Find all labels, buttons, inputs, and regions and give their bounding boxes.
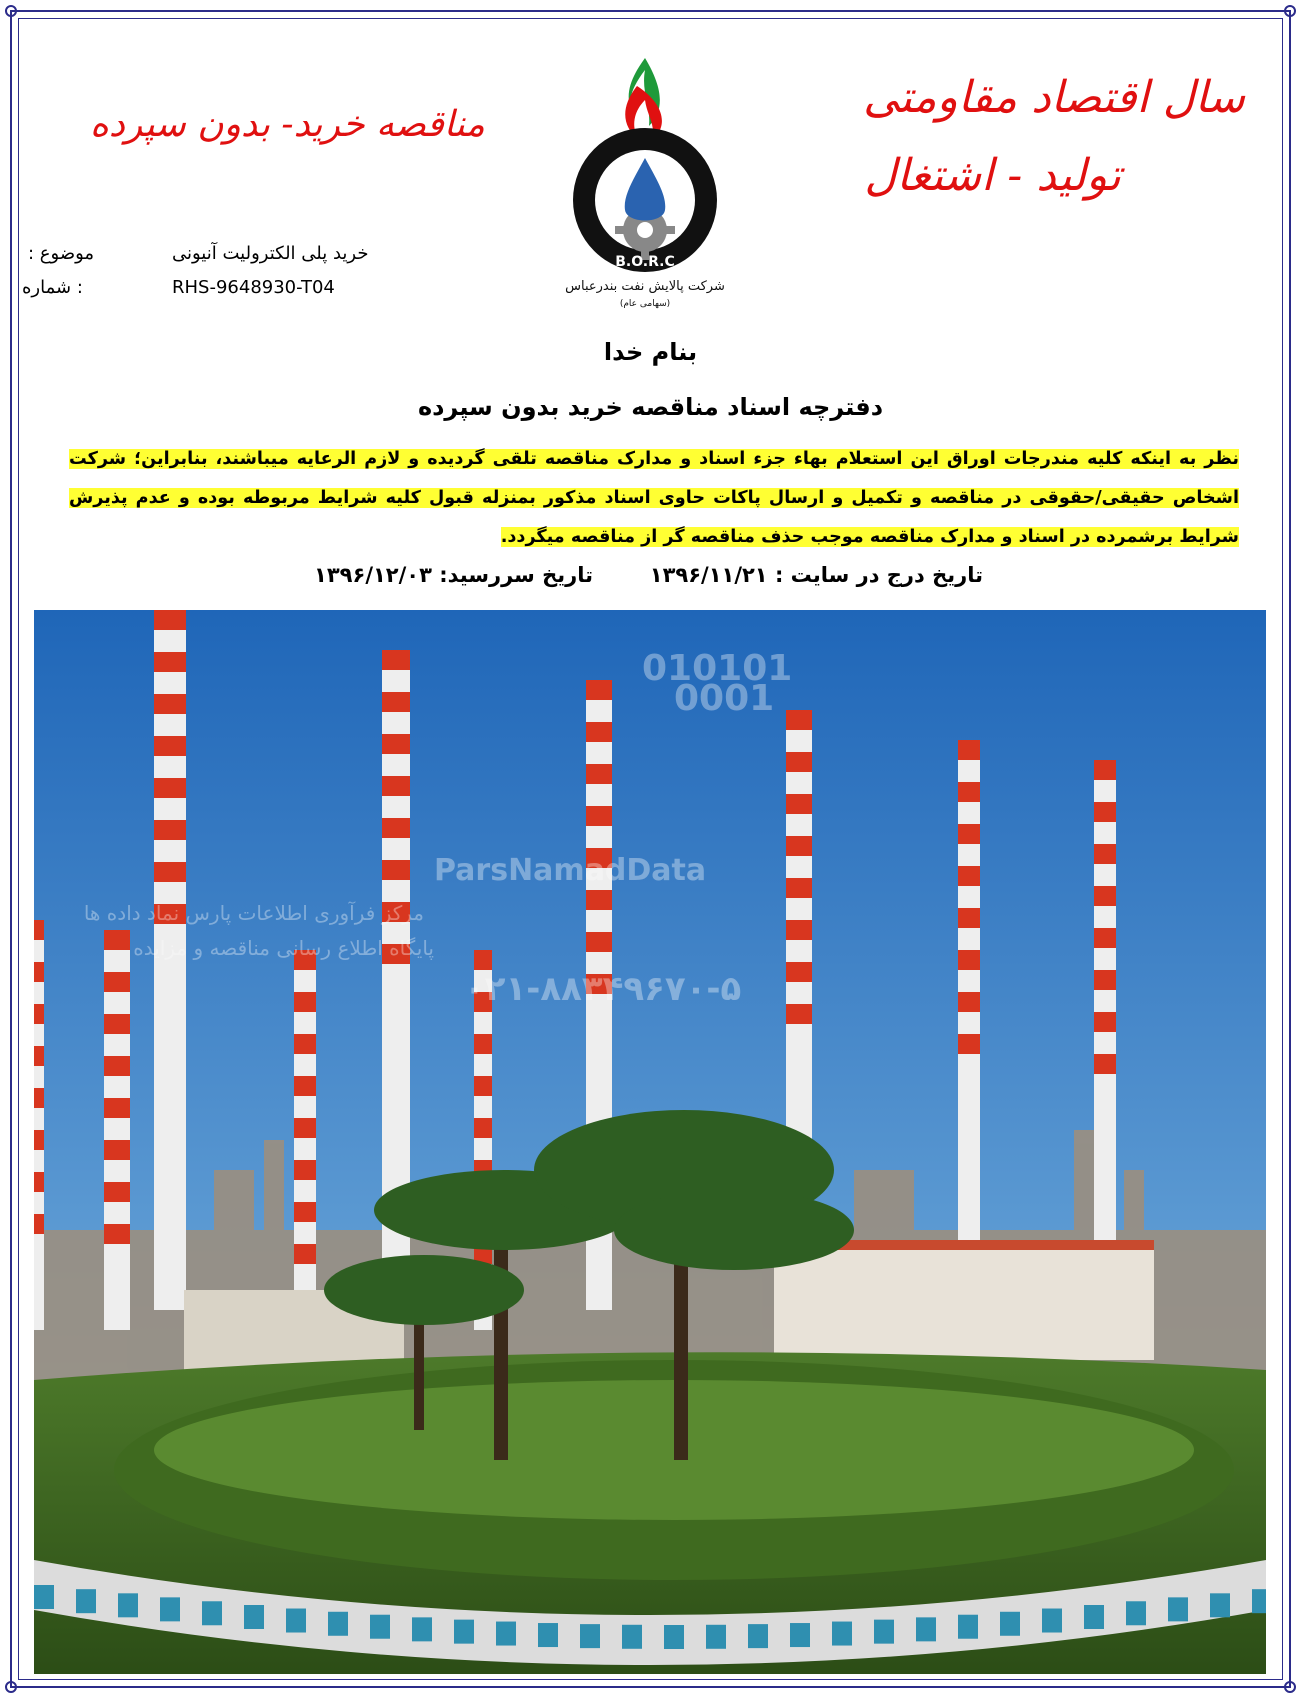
- smokestack-stripe: [294, 1160, 316, 1180]
- smokestack-stripe: [382, 776, 410, 796]
- number-label: : شماره: [22, 277, 83, 298]
- smokestack-stripe: [104, 1182, 130, 1202]
- intro-highlighted-text: نظر به اینکه کلیه مندرجات اوراق این استعلام بهاء جزء اسناد و مدارک مناقصه تلقی گردیده و لازم الرعایه میباشند، بنابراین؛ شرکت اشخاص حقیقی/حقوقی در مناقصه و تکمیل و ارسال پاکات حاوی اسناد مذکور بمنزله قبول کلیه شرایط مربوطه بوده و عدم پذیرش شرایط برشمرده در اسناد و مدارک مناقصه موجب حذف مناقصه گر از مناقصه میگردد.: [69, 449, 1239, 547]
- curb-stripe: [412, 1617, 432, 1641]
- slogan-production: تولید - اشتغال: [864, 150, 1121, 201]
- curb-stripe: [1000, 1612, 1020, 1636]
- smokestack-stripe: [294, 1202, 316, 1222]
- smokestack-stripe: [958, 950, 980, 970]
- smokestack-stripe: [104, 1098, 130, 1118]
- tender-type-heading: مناقصه خرید- بدون سپرده: [90, 104, 485, 145]
- curb-stripe: [874, 1620, 894, 1644]
- curb-stripe: [496, 1622, 516, 1646]
- watermark-line1: مرکز فرآوری اطلاعات پارس نماد داده ها: [83, 901, 424, 925]
- curb-stripe: [1210, 1593, 1230, 1617]
- smokestack-stripe: [1094, 844, 1116, 864]
- curb-stripe: [1084, 1605, 1104, 1629]
- smokestack-stripe: [154, 862, 186, 882]
- curb-stripe: [160, 1597, 180, 1621]
- smokestack: [1094, 760, 1116, 1310]
- smokestack-stripe: [294, 992, 316, 1012]
- curb-stripe: [664, 1625, 684, 1649]
- smokestack-stripe: [586, 722, 612, 742]
- smokestack-stripe: [294, 1118, 316, 1138]
- smokestack-stripe: [104, 1140, 130, 1160]
- smokestack-stripe: [474, 1034, 492, 1054]
- smokestack-stripe: [1094, 886, 1116, 906]
- curb-stripe: [1126, 1601, 1146, 1625]
- logo-company-type: (سهامی عام): [619, 299, 671, 309]
- curb-stripe: [202, 1601, 222, 1625]
- curb-stripe: [1252, 1589, 1266, 1613]
- curb-stripe: [580, 1624, 600, 1648]
- smokestack: [154, 610, 186, 1310]
- watermark-brand: ParsNamadData: [434, 853, 707, 888]
- smokestack-stripe: [786, 962, 812, 982]
- smokestack-stripe: [382, 650, 410, 670]
- curb-stripe: [370, 1615, 390, 1639]
- logo-company-name: شرکت پالایش نفت بندرعباس: [565, 279, 725, 294]
- curb-stripe: [748, 1624, 768, 1648]
- smokestack-stripe: [382, 734, 410, 754]
- curb-stripe: [538, 1623, 558, 1647]
- smokestack-stripe: [294, 1244, 316, 1264]
- smokestack-stripe: [104, 972, 130, 992]
- curb-stripe: [328, 1612, 348, 1636]
- curb-stripe: [1042, 1609, 1062, 1633]
- smokestack-stripe: [474, 1118, 492, 1138]
- document-title: دفترچه اسناد مناقصه خرید بدون سپرده: [417, 393, 884, 421]
- smokestack-stripe: [786, 920, 812, 940]
- smokestack-stripe: [104, 930, 130, 950]
- smokestack-stripe: [958, 866, 980, 886]
- number-value: RHS-9648930-T04: [172, 277, 335, 298]
- smokestack-stripe: [34, 920, 44, 940]
- smokestack-stripe: [154, 610, 186, 630]
- curb-stripe: [706, 1625, 726, 1649]
- curb-stripe: [76, 1589, 96, 1613]
- intro-paragraph: [69, 440, 1239, 557]
- subject-label: موضوع :: [28, 243, 95, 264]
- curb-stripe: [622, 1625, 642, 1649]
- date-due: تاریخ سررسید: ۱۳۹۶/۱۲/۰۳: [314, 563, 593, 587]
- smokestack-stripe: [786, 710, 812, 730]
- curb-stripe: [916, 1617, 936, 1641]
- refinery-photo: [34, 610, 1266, 1674]
- curb-stripe: [1168, 1597, 1188, 1621]
- date-posted: تاریخ درج در سایت : ۱۳۹۶/۱۱/۲۱: [649, 563, 983, 587]
- smokestack-stripe: [154, 694, 186, 714]
- smokestack-stripe: [382, 692, 410, 712]
- smokestack-stripe: [474, 1076, 492, 1096]
- smokestack-stripe: [958, 992, 980, 1012]
- slogan-year: سال اقتصاد مقاومتی: [863, 72, 1245, 123]
- smokestack-stripe: [154, 736, 186, 756]
- smokestack-stripe: [958, 782, 980, 802]
- smokestack-stripe: [786, 878, 812, 898]
- corner-ornament-icon: [4, 1680, 18, 1694]
- smokestack-stripe: [586, 890, 612, 910]
- smokestack-stripe: [958, 824, 980, 844]
- logo-acronym: B.O.R.C: [615, 254, 675, 270]
- smokestack-stripe: [586, 680, 612, 700]
- smokestack-stripe: [104, 1014, 130, 1034]
- bismillah-heading: بنام خدا: [603, 338, 698, 366]
- watermark-phone: ۰۲۱-۸۸۳۴۹۶۷۰-۵: [464, 969, 742, 1009]
- watermark-digits-2: 0001: [674, 678, 775, 719]
- smokestack-stripe: [294, 1076, 316, 1096]
- smokestack-stripe: [786, 1004, 812, 1024]
- smokestack-stripe: [958, 740, 980, 760]
- smokestack-stripe: [104, 1056, 130, 1076]
- corner-ornament-icon: [1283, 1680, 1297, 1694]
- smokestack-stripe: [958, 1034, 980, 1054]
- smokestack-stripe: [34, 1214, 44, 1234]
- curb-stripe: [958, 1615, 978, 1639]
- smokestack-stripe: [786, 836, 812, 856]
- curb-stripe: [832, 1622, 852, 1646]
- curb-stripe: [454, 1620, 474, 1644]
- smokestack-stripe: [586, 932, 612, 952]
- curb-stripe: [34, 1585, 54, 1609]
- company-logo: [545, 40, 745, 310]
- smokestack-stripe: [786, 794, 812, 814]
- watermark-line2: پایگاه اطلاع رسانی مناقصه و مزایده: [133, 936, 434, 960]
- corner-ornament-icon: [1283, 4, 1297, 18]
- smokestack-stripe: [34, 1088, 44, 1108]
- smokestack-stripe: [154, 820, 186, 840]
- smokestack-stripe: [1094, 802, 1116, 822]
- curb-stripe: [244, 1605, 264, 1629]
- smokestack-stripe: [1094, 760, 1116, 780]
- smokestack-stripe: [586, 806, 612, 826]
- curb-stripe: [790, 1623, 810, 1647]
- subject-value: خرید پلی الکترولیت آنیونی: [172, 243, 369, 264]
- smokestack-stripe: [34, 962, 44, 982]
- smokestack-stripe: [34, 1130, 44, 1150]
- curb-stripe: [118, 1593, 138, 1617]
- smokestack-stripe: [34, 1046, 44, 1066]
- smokestack-stripe: [294, 1034, 316, 1054]
- smokestack-stripe: [1094, 970, 1116, 990]
- smokestack-stripe: [474, 950, 492, 970]
- smokestack-stripe: [154, 652, 186, 672]
- curb-stripe: [286, 1609, 306, 1633]
- smokestack-stripe: [382, 818, 410, 838]
- smokestack-stripe: [786, 752, 812, 772]
- smokestack-stripe: [34, 1004, 44, 1024]
- smokestack-stripe: [958, 908, 980, 928]
- smokestack-stripe: [104, 1224, 130, 1244]
- watermark-digits-1: 010101: [642, 648, 793, 689]
- corner-ornament-icon: [4, 4, 18, 18]
- smokestack-stripe: [1094, 1054, 1116, 1074]
- smokestack-stripe: [1094, 928, 1116, 948]
- smokestack-stripe: [34, 1172, 44, 1192]
- smokestack-stripe: [154, 778, 186, 798]
- smokestack-stripe: [586, 764, 612, 784]
- smokestack-stripe: [382, 860, 410, 880]
- smokestack-stripe: [1094, 1012, 1116, 1032]
